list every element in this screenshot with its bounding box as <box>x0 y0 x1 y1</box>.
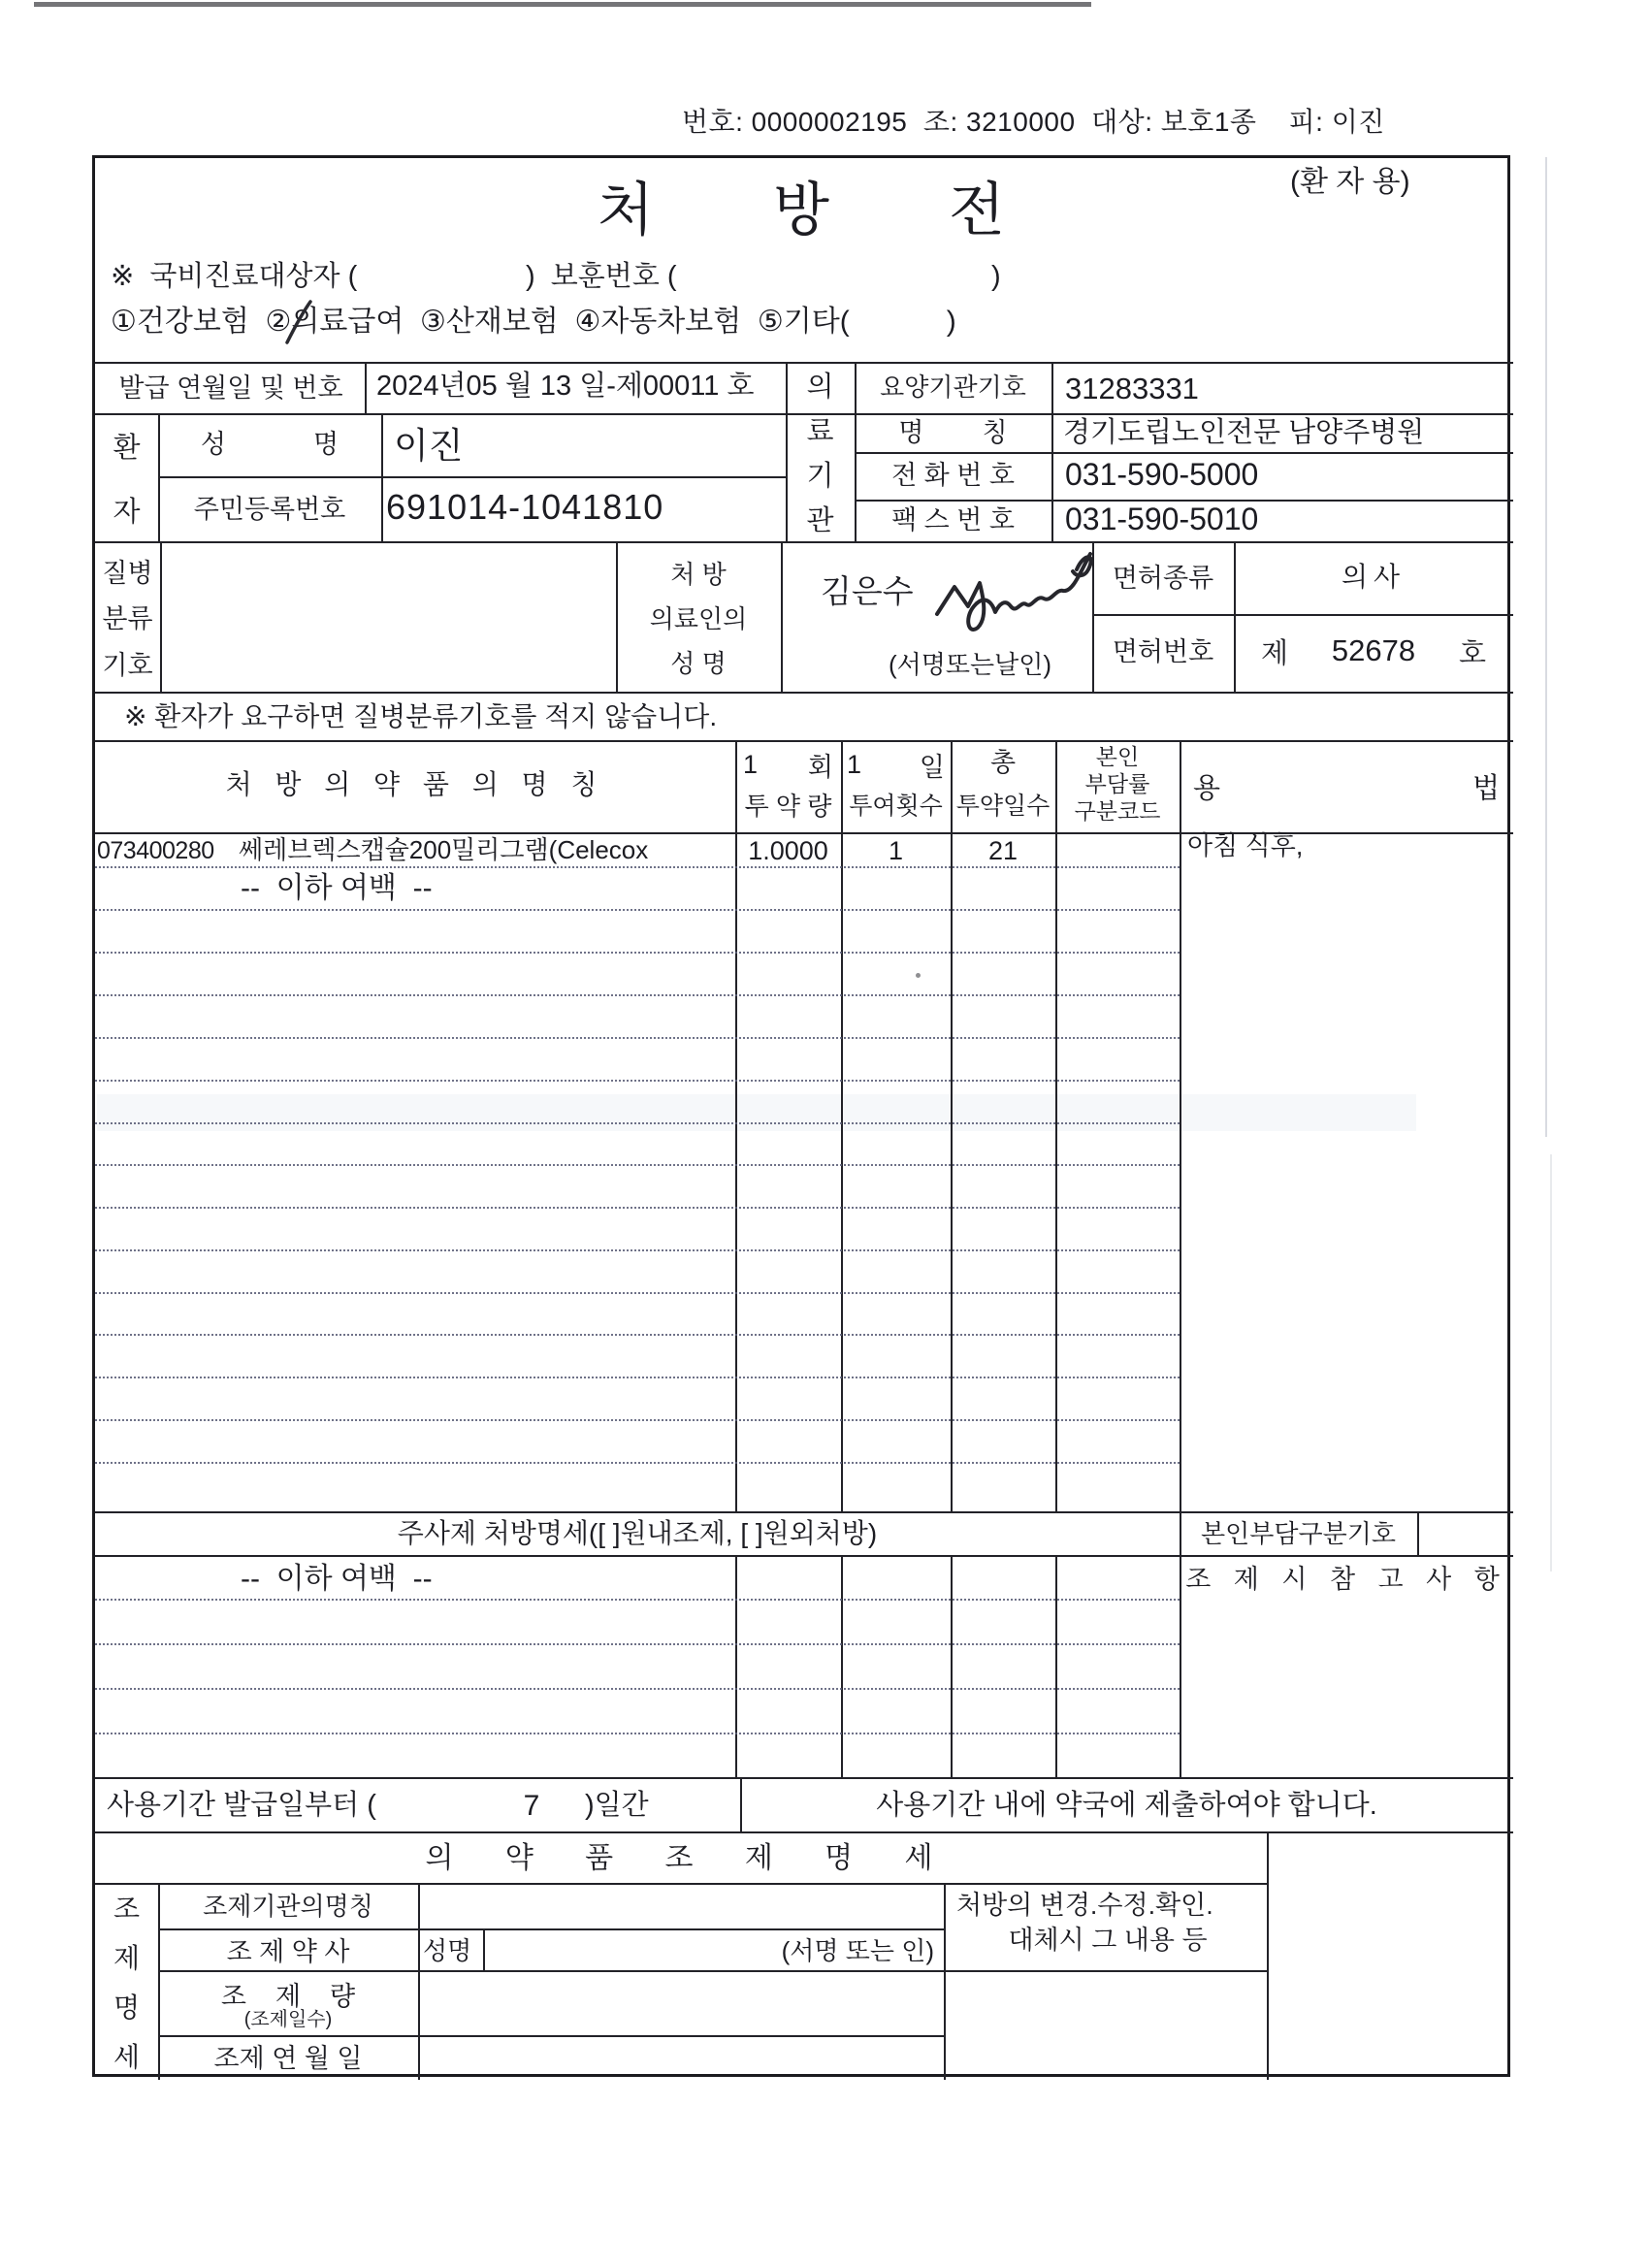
drug-row-code: 073400280 <box>97 837 214 864</box>
prescriber-label-line: 처 방 <box>670 559 727 589</box>
injection-end-marker: -- 이하 여백 -- <box>241 1563 433 1595</box>
dotted-row-line <box>95 1207 1180 1209</box>
grid-line <box>158 2035 944 2037</box>
diagnosis-vertical-part: 질병 <box>102 559 153 589</box>
dispensing-vertical-char: 세 <box>113 2041 141 2072</box>
license-no-suffix: 호 <box>1458 637 1486 669</box>
dose-header-bottom: 투 약 량 <box>744 792 832 821</box>
patient-vertical-char: 자 <box>113 496 141 528</box>
grid-line <box>365 362 367 413</box>
prescription-change-note-line2: 대체시 그 내용 등 <box>1008 1926 1208 1955</box>
freq-header-bottom: 투여횟수 <box>849 793 943 820</box>
title-char-3: 전 <box>949 178 1005 243</box>
doctor-signature <box>931 544 1101 646</box>
institution-vertical-char: 의 <box>806 371 834 403</box>
grid-line <box>855 452 1513 454</box>
injection-section-header: 주사제 처방명세([ ]원내조제, [ ]원외처방) <box>397 1518 878 1548</box>
fold-line-right <box>1545 157 1547 1137</box>
title-char-2: 방 <box>773 178 829 243</box>
patient-vertical-label <box>95 413 158 541</box>
drug-row-dose: 1.0000 <box>748 836 828 865</box>
license-no-prefix: 제 <box>1261 637 1289 669</box>
grid-line <box>95 1555 1513 1557</box>
issue-date-value: 2024년05 월 13 일-제00011 호 <box>376 371 755 402</box>
days-header-top: 총 <box>989 748 1017 777</box>
dispensing-vertical-char: 제 <box>113 1943 141 1974</box>
grid-line <box>1180 1555 1181 1777</box>
grid-line <box>95 1777 1513 1779</box>
dotted-row-line <box>95 1419 1180 1421</box>
dotted-row-line <box>95 1292 1180 1294</box>
gov-treatment-line-part3: ) <box>991 261 1001 292</box>
grid-line <box>951 1555 953 1777</box>
grid-line <box>1180 740 1181 1511</box>
usage-header-right: 법 <box>1471 773 1500 804</box>
grid-line <box>841 1555 843 1777</box>
patient-name-value: 이진 <box>394 426 464 466</box>
validity-prefix: 사용기간 발급일부터 ( <box>107 1790 376 1821</box>
grid-line <box>1417 1511 1419 1555</box>
dotted-row-line <box>95 952 1180 954</box>
patient-vertical-char: 환 <box>113 432 141 464</box>
dispensing-vertical-char: 명 <box>113 1992 141 2023</box>
dispense-date-label: 조제 연 월 일 <box>213 2044 363 2073</box>
copay-header-line3: 구분코드 <box>1074 798 1161 824</box>
dose-header-right: 회 <box>807 752 833 782</box>
pharmacist-label: 조 제 약 사 <box>226 1937 350 1966</box>
prescriber-sign-note: (서명또는날인) <box>889 650 1052 679</box>
patient-rrn-label: 주민등록번호 <box>193 495 346 524</box>
license-no-row <box>1234 632 1513 670</box>
grid-line <box>1267 1831 1269 2080</box>
grid-line <box>95 1831 1513 1833</box>
validity-note: 사용기간 내에 약국에 제출하여야 합니다. <box>876 1790 1377 1821</box>
insurance-type-line: ①건강보험 ②의료급여 ③산재보험 ④자동차보험 ⑤기타( ) <box>111 306 956 338</box>
institution-vertical-char: 관 <box>806 505 834 537</box>
patient-rrn-value: 691014-1041810 <box>386 487 664 527</box>
drug-row-usage: 아침 식후, <box>1187 831 1304 860</box>
freq-header-top <box>841 748 951 781</box>
dotted-row-line <box>95 1249 1180 1251</box>
injection-copay-label: 본인부담구분기호 <box>1201 1519 1396 1548</box>
dotted-row-line <box>95 909 1180 911</box>
institution-fax-label: 팩 스 번 호 <box>891 505 1015 535</box>
grid-line <box>95 1511 1513 1513</box>
patient-name-label: 성 명 <box>200 430 340 459</box>
dispensed-amount-label: 조 제 량 <box>220 1982 356 2011</box>
prescriber-label-line: 의료인의 <box>649 603 748 633</box>
dotted-row-line <box>95 994 1180 996</box>
title-char-1: 처 <box>598 178 654 243</box>
grid-line <box>1092 614 1513 616</box>
copay-header-line2: 부담률 <box>1084 771 1150 796</box>
institution-name-label: 명 칭 <box>898 418 1008 447</box>
grid-line <box>95 692 1513 694</box>
dispensed-amount-sublabel: (조제일수) <box>243 2009 333 2030</box>
prescription-change-note-line1: 처방의 변경.수정.확인. <box>956 1891 1213 1920</box>
dotted-row-line <box>95 1080 1180 1082</box>
institution-phone-label: 전 화 번 호 <box>891 461 1015 490</box>
drug-row-freq: 1 <box>888 836 904 865</box>
diagnosis-vertical-part: 분류 <box>102 604 153 634</box>
dotted-row-line <box>95 1462 1180 1464</box>
copay-header-line1: 본인 <box>1095 744 1140 769</box>
dispensing-section-title: 의 약 품 조 제 명 세 <box>425 1842 937 1874</box>
grid-line <box>1055 740 1057 1511</box>
dose-header-top <box>735 748 841 781</box>
grid-line <box>735 1555 737 1777</box>
handwritten-selection-mark <box>279 298 318 348</box>
grid-line <box>95 1883 1267 1885</box>
prescriber-label-line: 성 명 <box>670 648 727 678</box>
patient-copy-note: (환 자 용) <box>1290 166 1410 198</box>
dotted-row-line <box>95 1037 1180 1039</box>
drug-row-days: 21 <box>987 836 1018 865</box>
license-type-value: 의사 <box>1341 562 1406 592</box>
license-no-value: 52678 <box>1331 633 1416 667</box>
prescriber-name-label <box>616 550 781 684</box>
dispensing-reference-label: 조 제 시 참 고 사 항 <box>1185 1565 1507 1594</box>
diagnosis-vertical-part: 기호 <box>102 650 153 680</box>
grid-line <box>781 541 783 692</box>
scan-edge-streak <box>34 2 1091 7</box>
validity-suffix: )일간 <box>585 1790 649 1821</box>
diagnosis-code-vertical-label <box>95 548 160 686</box>
license-type-label: 면허종류 <box>1112 564 1214 593</box>
usage-header-left: 용 <box>1193 773 1221 804</box>
grid-line <box>1055 1555 1057 1777</box>
dotted-row-line <box>95 1599 1180 1601</box>
dose-header-left: 1 <box>743 749 759 779</box>
fold-line-right-lower <box>1550 1154 1552 1571</box>
gov-treatment-line-part1: ※ 국비진료대상자 ( <box>111 261 358 292</box>
drug-row-name: 쎄레브렉스캡슐200밀리그램(Celecox <box>239 835 649 864</box>
document-meta-line: 번호: 0000002195 조: 3210000 대상: 보호1종 피: 이진 <box>682 107 1385 137</box>
grid-line <box>483 1928 485 1972</box>
institution-code-value: 31283331 <box>1065 372 1199 405</box>
grid-line <box>1051 362 1053 541</box>
freq-header-left: 1 <box>847 749 862 779</box>
grid-line <box>158 1928 944 1930</box>
grid-line <box>381 413 383 541</box>
dotted-row-line <box>95 1122 1180 1124</box>
institution-vertical-char: 기 <box>806 461 834 493</box>
form-title <box>598 168 1005 243</box>
grid-line <box>160 541 162 692</box>
institution-name-value: 경기도립노인전문 남양주병원 <box>1063 417 1425 448</box>
days-header-bottom: 투약일수 <box>955 793 1051 820</box>
dotted-row-line <box>95 1164 1180 1166</box>
prescription-form <box>92 155 1510 2077</box>
dotted-row-line <box>95 1643 1180 1645</box>
grid-line <box>158 1970 1267 1972</box>
dotted-row-line <box>95 1733 1180 1734</box>
institution-code-label: 요양기관기호 <box>880 373 1026 402</box>
end-of-list-marker: -- 이하 여백 -- <box>241 872 433 904</box>
dotted-row-line <box>95 1688 1180 1690</box>
dispensing-vertical-char: 조 <box>113 1894 141 1925</box>
usage-header <box>1180 740 1513 832</box>
validity-days-value: 7 <box>523 1790 540 1822</box>
dispensing-vertical-label <box>95 1883 158 2080</box>
drug-name-column-header: 처 방 의 약 품 의 명 칭 <box>225 769 605 799</box>
grid-line <box>158 476 786 478</box>
institution-vertical-label <box>786 362 855 541</box>
dotted-row-line <box>95 866 1180 868</box>
institution-fax-value: 031-590-5010 <box>1065 502 1259 536</box>
dotted-row-line <box>95 1334 1180 1336</box>
gov-treatment-line-part2: ) 보훈번호 ( <box>526 261 677 292</box>
prescriber-name-value: 김은수 <box>821 573 914 609</box>
pharmacist-sign-note: (서명 또는 인) <box>781 1936 934 1965</box>
institution-vertical-char: 료 <box>806 415 834 447</box>
institution-phone-value: 031-590-5000 <box>1065 457 1259 492</box>
freq-header-right: 일 <box>919 752 945 782</box>
pharmacist-name-sublabel: 성명 <box>423 1936 472 1965</box>
grid-line <box>418 1883 420 2080</box>
grid-line <box>944 1883 946 2080</box>
issue-date-label: 발급 연월일 및 번호 <box>118 373 343 403</box>
grid-line <box>95 541 1513 543</box>
diagnosis-omission-notice: ※ 환자가 요구하면 질병분류기호를 적지 않습니다. <box>124 701 718 731</box>
dotted-row-line <box>95 1377 1180 1378</box>
dispensing-org-label: 조제기관의명칭 <box>203 1892 373 1921</box>
license-no-label: 면허번호 <box>1112 637 1214 666</box>
